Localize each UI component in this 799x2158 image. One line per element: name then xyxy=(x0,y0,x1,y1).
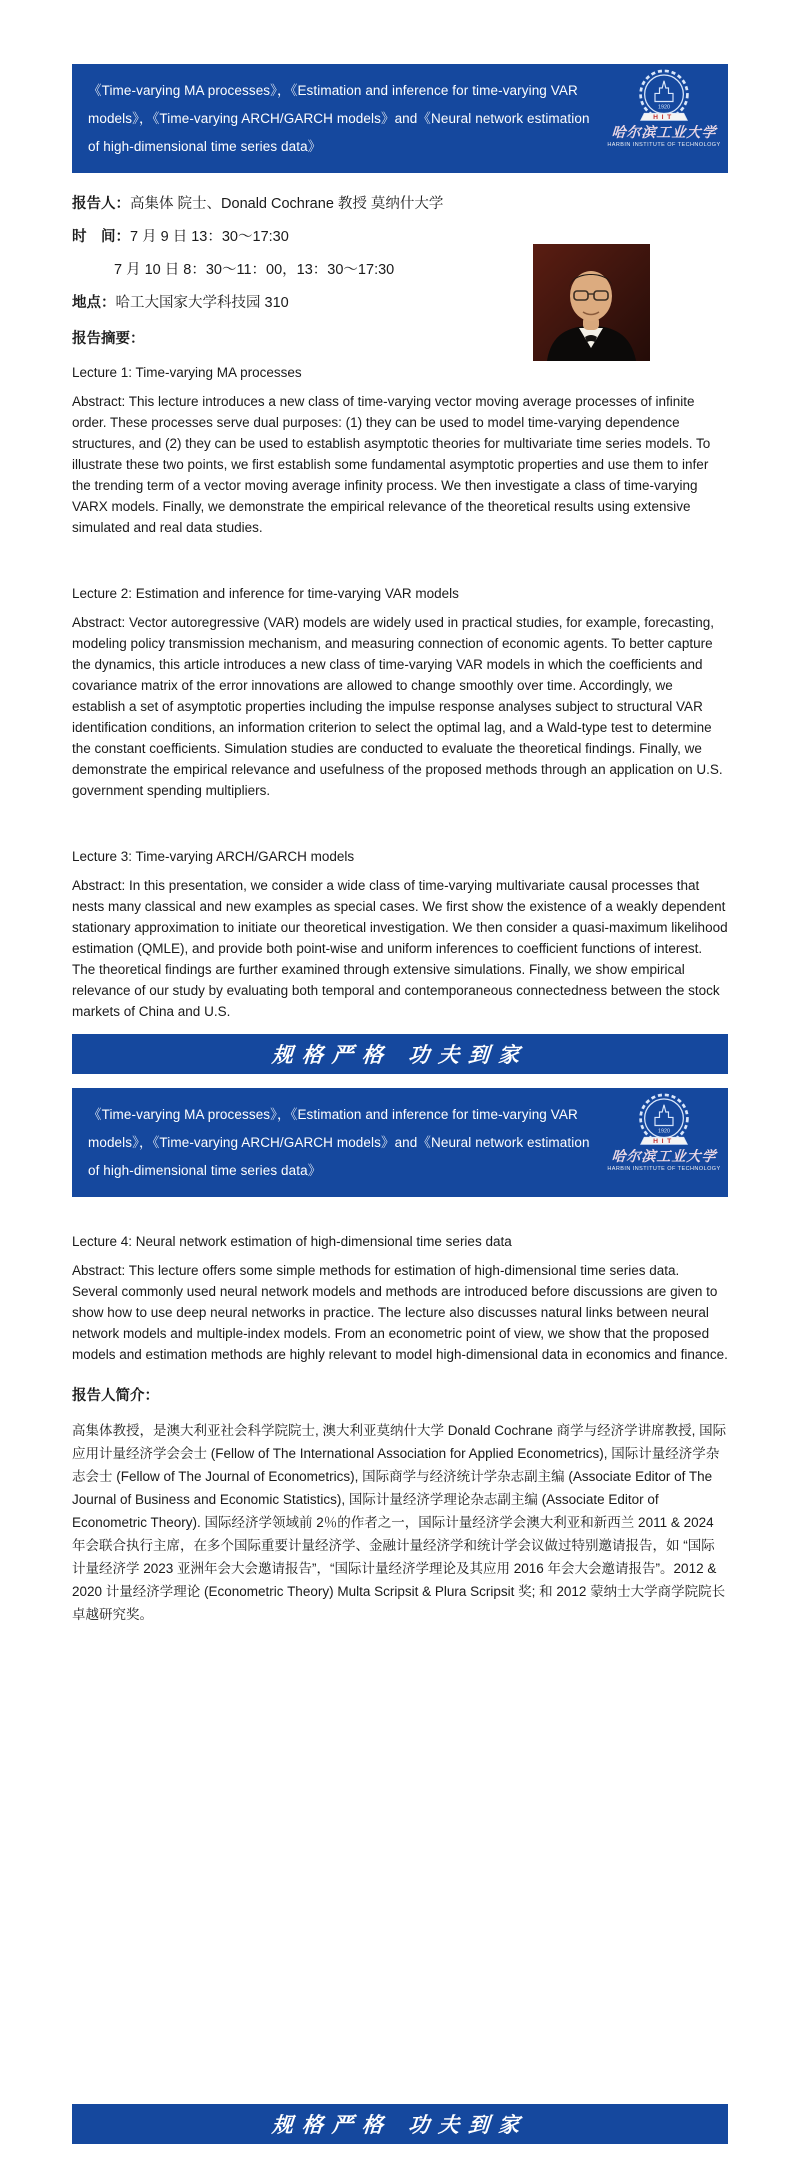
bio-heading: 报告人简介： xyxy=(72,1388,159,1404)
title-line-3: of high-dimensional time series data》 xyxy=(88,139,322,154)
title-line-1: 《Time-varying MA processes》，《Estimation and inference for time-varying VAR xyxy=(88,1107,578,1122)
university-name-en: HARBIN INSTITUTE OF TECHNOLOGY xyxy=(607,1166,721,1172)
svg-text:HIT: HIT xyxy=(653,1138,675,1146)
lecture-4-title: Lecture 4: Neural network estimation of high-dimensional time series data xyxy=(72,1234,512,1249)
hit-emblem-icon xyxy=(606,1093,722,1149)
lecture-1-abstract: Abstract: This lecture introduces a new class of time-varying vector moving average processes of infinite order. These processes serve dual purposes: (1) they can be used to model time-varying dependence structures, and (2) they can be used to establish asymptotic theories for multivariate time series models. To illustrate these two points, we first establish some fundamental asymptotic properties and use them to infer the trending term of a vector moving average infinity process. We then investigate a class of time-varying VARX models. Finally, we demonstrate the empirical relevance of the theoretical results using extensive simulated and real data studies. xyxy=(72,394,711,535)
lectures-section-2 xyxy=(72,1233,728,1626)
seminar-title-banner xyxy=(72,64,728,173)
speaker-label: 报告人： xyxy=(72,196,130,212)
time-value-line2: 7 月 10 日 8：30～11：00，13：30～17:30 xyxy=(114,262,395,278)
university-name-cn: 哈尔滨工业大学 xyxy=(610,1149,718,1165)
hit-logo xyxy=(606,69,722,149)
lectures-section-1 xyxy=(72,364,728,1022)
bio-text: 高集体教授，是澳大利亚社会科学院院士, 澳大利亚莫纳什大学 Donald Cochrane 商学与经济学讲席教授, 国际应用计量经济学会会士 (Fellow of The International Association for Applied Econometrics), 国际计量经济学杂志会士 (Fellow of The Journal of Econometrics), 国际商学与经济统计学杂志副主编 (Associate Editor of The Journal of Business and Economic Statistics), 国际计量经济学理论杂志副主编 (Associate Editor of Econometric Theory). 国际经济学领域前 2％的作者之一，国际计量经济学会澳大利亚和新西兰 2011 & 2024 年会联合执行主席，在多个国际重要计量经济学、金融计量经济学和统计学会议做过特别邀请报告，如 “国际计量经济学 2023 亚洲年会大会邀请报告”，“国际计量经济学理论及其应用 2016 年会大会邀请报告”。2012 & 2020 计量经济学理论 (Econometric Theory) Multa Scripsit & Plura Scripsit 奖; 和 2012 蒙纳士大学商学院院长卓越研究奖。 xyxy=(72,1423,727,1622)
time-value-line1: 7 月 9 日 13：30～17:30 xyxy=(130,229,289,245)
location-value: 哈工大国家大学科技园 310 xyxy=(115,295,289,311)
time-label: 时 间： xyxy=(72,229,130,245)
lecture-2-abstract: Abstract: Vector autoregressive (VAR) models are widely used in practical studies, for example, forecasting, modeling policy transmission mechanism, and measuring connection of economic agents. To better capture the dynamics, this article introduces a new class of time-varying VAR models in which the coefficients and covariance matrix of the error innovations are allowed to change smoothly over time. Accordingly, we establish a set of asymptotic properties including the impulse response analyses subject to structural VAR identification conditions, an information criterion to select the optimal lag, and a Wald-type test to determine the constant coefficients. Simulation studies are conducted to evaluate the theoretical findings. Finally, we demonstrate the empirical relevance and usefulness of the proposed methods through an application on U.S. government spending multipliers. xyxy=(72,615,723,798)
hit-logo xyxy=(606,1093,722,1173)
speaker-value: 高集体 院士、Donald Cochrane 教授 莫纳什大学 xyxy=(130,196,444,212)
speaker-photo xyxy=(533,244,650,361)
seminar-title-banner-repeat xyxy=(72,1088,728,1197)
svg-text:1920: 1920 xyxy=(658,1128,670,1135)
title-line-2: models》，《Time-varying ARCH/GARCH models》and《Neural network estimation xyxy=(88,111,590,126)
title-line-2: models》，《Time-varying ARCH/GARCH models》and《Neural network estimation xyxy=(88,1135,590,1150)
title-line-1: 《Time-varying MA processes》，《Estimation and inference for time-varying VAR xyxy=(88,83,578,98)
lecture-2-title: Lecture 2: Estimation and inference for time-varying VAR models xyxy=(72,586,459,601)
motto-banner xyxy=(72,1034,728,1074)
hit-emblem-icon xyxy=(606,69,722,125)
university-name-cn: 哈尔滨工业大学 xyxy=(610,125,718,141)
lecture-4-abstract: Abstract: This lecture offers some simple methods for estimation of high-dimensional time series data. Several commonly used neural network models and methods are introduced before discussions are given to show how to use deep neural networks in practice. The lecture also discusses natural links between neural network models and multiple-index models. From an econometric point of view, we show that the proposed models and estimation methods are highly relevant to model high-dimensional data in economics and finance. xyxy=(72,1263,728,1362)
motto-text: 规格严格 功夫到家 xyxy=(270,1042,529,1067)
title-line-3: of high-dimensional time series data》 xyxy=(88,1163,322,1178)
lecture-3-abstract: Abstract: In this presentation, we consider a wide class of time-varying multivariate causal processes that nests many classical and new examples as special cases. We first show the existence of a weakly dependent stationary approximation to initiate our theoretical investigation. We then consider a quasi-maximum likelihood estimation (QMLE), and provide both point-wise and uniform inferences to coefficient functions of interest. The theoretical findings are further examined through extensive simulations. Finally, we show empirical relevance of our study by evaluating both temporal and contemporaneous connectedness between the stock markets of China and U.S. xyxy=(72,878,728,1019)
location-label: 地点： xyxy=(72,295,116,311)
svg-text:HIT: HIT xyxy=(653,114,675,122)
motto-text: 规格严格 功夫到家 xyxy=(270,2112,529,2137)
university-name-en: HARBIN INSTITUTE OF TECHNOLOGY xyxy=(607,142,721,148)
lecture-3-title: Lecture 3: Time-varying ARCH/GARCH models xyxy=(72,849,355,864)
footer-motto-banner xyxy=(72,2104,728,2144)
lecture-1-title: Lecture 1: Time-varying MA processes xyxy=(72,365,302,380)
abstract-heading: 报告摘要： xyxy=(72,331,145,347)
svg-text:1920: 1920 xyxy=(658,104,670,111)
speaker-row xyxy=(72,193,728,215)
